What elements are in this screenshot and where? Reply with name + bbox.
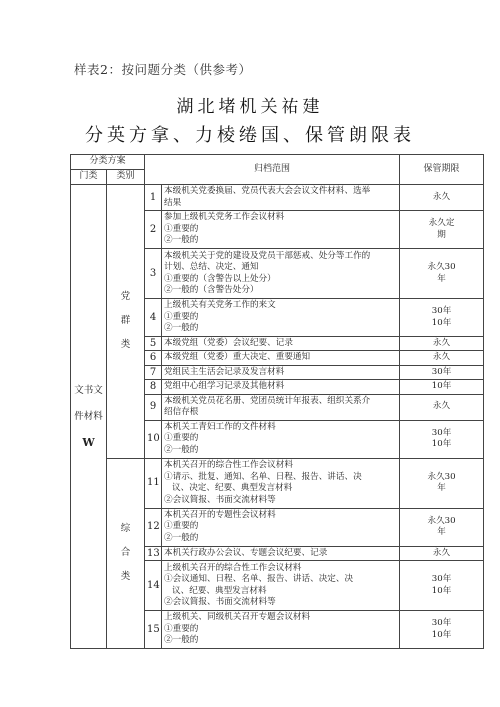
scope-line: ①重要的 [164, 521, 199, 532]
archive-scope-cell [162, 394, 400, 420]
retention-line: 30年 [431, 574, 452, 585]
scope-line: ②一般的（含警告处分） [164, 284, 259, 295]
row-number: 1 [145, 185, 162, 211]
row-number: 9 [145, 394, 162, 420]
retention-line: 10年 [431, 317, 452, 328]
retention-line: 永久 [432, 401, 451, 412]
retention-line: 永久 [432, 338, 451, 348]
archive-scope-cell [162, 337, 400, 351]
row-number: 14 [145, 561, 162, 611]
row-number: 6 [145, 351, 162, 365]
header-category: 门类 [71, 170, 107, 185]
row-number: 11 [145, 458, 162, 508]
archive-scope-cell [162, 561, 400, 611]
archive-scope-cell [162, 420, 400, 458]
scope-line: 上级机关有关党务工作的来文 [164, 300, 276, 311]
row-number: 13 [145, 546, 162, 560]
header-classification: 分类方案 [71, 155, 145, 170]
retention-line: 永久 [432, 191, 451, 202]
retention-cell [400, 380, 484, 394]
retention-cell [400, 365, 484, 379]
scope-line: ①重要的（含警告以上处分） [164, 273, 276, 284]
header-scope: 归档范围 [145, 155, 400, 185]
retention-line: 年 [437, 273, 446, 284]
group-label-char: 综 [120, 523, 131, 535]
scope-line: 参加上级机关党务工作会议材料 [164, 212, 285, 223]
retention-cell [400, 420, 484, 458]
document-title-line1: 湖北堵机关祐建 [176, 97, 324, 117]
scope-line: 计划、总结、决定、通知 [164, 262, 259, 273]
retention-cell [400, 185, 484, 211]
scope-line: 本级党组（党委）重大决定、重要通知 [164, 352, 311, 363]
table-body [71, 185, 484, 649]
archive-scope-cell [162, 211, 400, 249]
group-label-char: 党 [120, 291, 131, 303]
retention-cell [400, 508, 484, 546]
archive-scope-cell [162, 365, 400, 379]
scope-line: ②一般的 [164, 444, 199, 455]
retention-cell [400, 611, 484, 649]
archive-scope-cell [162, 249, 400, 299]
retention-line: 永久定 [428, 218, 455, 229]
scope-line: ②一般的 [164, 532, 199, 543]
scope-line: 上级机关、同级机关召开专题会议材料 [164, 612, 311, 623]
scope-line: ①请示、批复、通知、名单、日程、报告、讲话、决 [164, 471, 362, 482]
row-number: 7 [145, 365, 162, 379]
retention-cell [400, 458, 484, 508]
sample-table-note: 样表2：按问题分类（供参考） [74, 62, 252, 77]
row-number: 5 [145, 337, 162, 351]
scope-line: 本级党组（党委）会议纪要、记录 [164, 338, 293, 348]
retention-line: 30年 [431, 618, 452, 629]
retention-cell [400, 351, 484, 365]
scope-line: 议、纪要、典型发言材料 [172, 585, 267, 596]
scope-line: 绍信存根 [164, 407, 199, 418]
group-cell-party [107, 185, 145, 459]
retention-line: 永久30 [427, 515, 456, 526]
group-label-char: 合 [120, 547, 131, 559]
row-number: 10 [145, 420, 162, 458]
scope-line: 党组中心组学习记录及其他材料 [164, 381, 285, 392]
scope-line: ②会议简报、书面交流材料等 [164, 596, 276, 607]
scope-line: ②一般的 [164, 235, 199, 246]
scope-line: 本机关行政办公会议、专题会议纪要、记录 [164, 547, 328, 558]
scope-line: 党组民主生活会记录及发言材料 [164, 366, 285, 377]
scope-line: 本机关工青妇工作的文件材料 [164, 422, 276, 433]
scope-line: ①重要的 [164, 311, 199, 322]
retention-line: 期 [437, 229, 446, 240]
archive-scope-cell [162, 546, 400, 560]
header-subcategory: 类别 [107, 170, 145, 185]
scope-line: ①会议通知、日程、名单、报告、讲话、决定、决 [164, 574, 354, 585]
category-cell [71, 185, 107, 649]
table-row [71, 458, 484, 508]
row-number: 4 [145, 299, 162, 337]
retention-cell [400, 337, 484, 351]
retention-cell [400, 394, 484, 420]
retention-cell [400, 249, 484, 299]
archive-scope-cell [162, 508, 400, 546]
scope-line: ②一般的 [164, 323, 199, 334]
retention-line: 永久 [432, 352, 451, 363]
scope-line: 上级机关召开的综合性工作会议材料 [164, 562, 302, 573]
retention-line: 永久30 [427, 471, 456, 482]
retention-line: 永久 [432, 547, 451, 558]
row-number: 2 [145, 211, 162, 249]
scope-line: ①重要的 [164, 623, 199, 634]
scope-line: ②一般的 [164, 635, 199, 646]
scope-line: ①重要的 [164, 223, 199, 234]
scope-line: 议、决定、纪要、典型发言材料 [172, 483, 293, 494]
row-number: 8 [145, 380, 162, 394]
archive-scope-cell [162, 299, 400, 337]
retention-cell [400, 299, 484, 337]
archive-scope-cell [162, 380, 400, 394]
retention-line: 10年 [431, 585, 452, 596]
retention-line: 10年 [431, 381, 452, 392]
retention-line: 30年 [431, 366, 452, 377]
group-label-char: 类 [120, 571, 131, 583]
scope-line: 本级机关关于党的建设及党员干部惩戒、处分等工作的 [164, 250, 371, 261]
group-cell-general [107, 458, 145, 648]
scope-line: ①重要的 [164, 433, 199, 444]
category-code: W [82, 435, 95, 449]
group-label-char: 类 [120, 339, 131, 351]
scope-line: 本机关召开的专题性会议材料 [164, 510, 276, 521]
archive-scope-cell [162, 185, 400, 211]
scope-line: 本级机关党员花名册、党团员统计年报表、组织关系介 [164, 395, 371, 406]
row-number: 3 [145, 249, 162, 299]
archive-scope-cell [162, 611, 400, 649]
retention-line: 10年 [431, 629, 452, 640]
category-label-line: 文书文 [74, 384, 103, 396]
retention-line: 30年 [431, 306, 452, 317]
retention-cell [400, 546, 484, 560]
archive-scope-cell [162, 458, 400, 508]
retention-schedule-table [70, 154, 484, 649]
retention-line: 永久30 [427, 262, 456, 273]
retention-line: 10年 [431, 439, 452, 450]
retention-line: 年 [437, 527, 446, 538]
category-label-line: 件材料 [74, 410, 103, 422]
scope-line: 结果 [164, 197, 182, 208]
retention-line: 年 [437, 483, 446, 494]
header-retention: 保管期限 [400, 155, 484, 185]
retention-line: 30年 [431, 427, 452, 438]
table-row [71, 185, 484, 211]
scope-line: ②会议简报、书面交流材料等 [164, 494, 276, 505]
scope-line: 本级机关党委换届、党员代表大会会议文件材料、选举 [164, 186, 371, 197]
group-label-char: 群 [120, 315, 131, 327]
archive-scope-cell [162, 351, 400, 365]
retention-cell [400, 211, 484, 249]
row-number: 15 [145, 611, 162, 649]
row-number: 12 [145, 508, 162, 546]
retention-cell [400, 561, 484, 611]
scope-line: 本机关召开的综合性工作会议材料 [164, 460, 293, 471]
document-title-line2: 分英方拿、力棱绻国、保管朗限表 [85, 125, 415, 146]
